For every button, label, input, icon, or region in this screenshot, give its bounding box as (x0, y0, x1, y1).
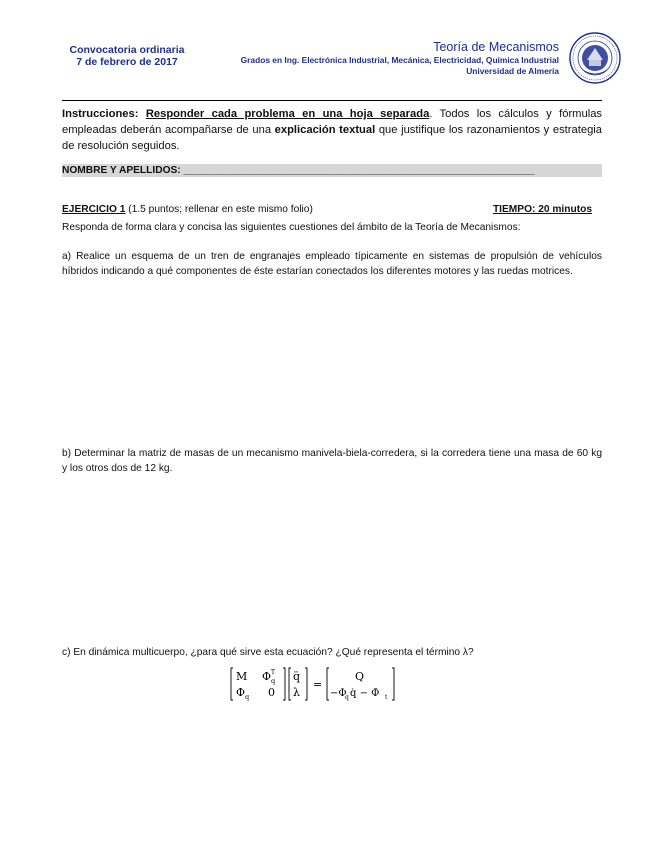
question-c: c) En dinámica multicuerpo, ¿para qué sirve esta ecuación? ¿Qué representa el término λ? (62, 647, 474, 658)
question-b: b) Determinar la matriz de masas de un mecanismo manivela-biela-corredera, si la corredera tiene una masa de 60 kg y los otros dos de 12 kg. (62, 448, 602, 474)
dynamics-equation (228, 665, 408, 703)
instructions-text-1: . Todos los cálculos y fórmulas empleadas deberán acompañarse de una (62, 108, 603, 136)
rhs-tail-sub: t (385, 694, 388, 701)
question-a: a) Realice un esquema de un tren de engranajes empleado típicamente en sistemas de propulsión de vehículos híbridos indicando a qué componentes de éste estarían conectados los diferentes motores y las ruedas motrices. (62, 251, 602, 277)
rhs-q: Q (355, 670, 365, 683)
matrix-right-bracket (283, 668, 285, 700)
exercise-title: EJERCICIO 1 (62, 204, 126, 215)
exam-date: 7 de febrero de 2017 (76, 56, 178, 68)
matrix-left-bracket (231, 668, 233, 700)
instructions-text-2: que justifique los razonamientos y estrategia de resolución seguidos. (62, 124, 602, 152)
course-block (241, 40, 559, 77)
rhs-tail: q̇ − Φ̇ (350, 688, 380, 699)
vector-lambda: λ (293, 686, 300, 699)
rhs-phi-sub: q (345, 694, 349, 701)
vector-right-bracket (305, 668, 307, 700)
exercise-intro: Responda de forma clara y concisa las siguientes cuestiones del ámbito de la Teoría de Mecanismos: (62, 222, 521, 233)
vector-q-ddot: q̈ (293, 670, 301, 683)
university-seal-icon (569, 32, 621, 84)
instructions (62, 106, 602, 154)
matrix-m11: M (236, 670, 248, 683)
matrix-m21: Φ (236, 686, 246, 699)
rhs-left-bracket (327, 668, 329, 700)
degrees-line: Grados en Ing. Electrónica Industrial, Mecánica, Electricidad, Química Industrial (240, 55, 559, 65)
rhs-phi: −Φ (330, 688, 347, 699)
exercise-header (62, 203, 592, 216)
matrix-m21-sub: q (245, 693, 250, 701)
matrix-m22: 0 (268, 686, 275, 699)
university-name: Universidad de Almería (466, 66, 559, 76)
vector-left-bracket (289, 668, 291, 700)
matrix-m12-sup: T (271, 669, 276, 676)
exam-call: Convocatoria ordinaria (69, 44, 185, 56)
instructions-label: Instrucciones: (62, 108, 139, 120)
matrix-m12-sub: q (271, 677, 276, 685)
matrix-m12: Φ (262, 670, 272, 683)
instructions-bold-2: explicación textual (274, 124, 376, 136)
exercise-points: (1.5 puntos; rellenar en este mismo folio) (128, 204, 313, 215)
rhs-right-bracket (392, 668, 394, 700)
course-title: Teoría de Mecanismos (433, 40, 559, 54)
exam-call-block (62, 44, 192, 68)
exercise-time: TIEMPO: 20 minutos (492, 204, 592, 215)
name-field-label: NOMBRE Y APELLIDOS: ______________________________________________________________ (62, 165, 535, 176)
equals-sign: = (313, 678, 323, 691)
header-divider (62, 100, 602, 101)
instructions-emphasis: Responder cada problema en una hoja separada (145, 108, 430, 120)
